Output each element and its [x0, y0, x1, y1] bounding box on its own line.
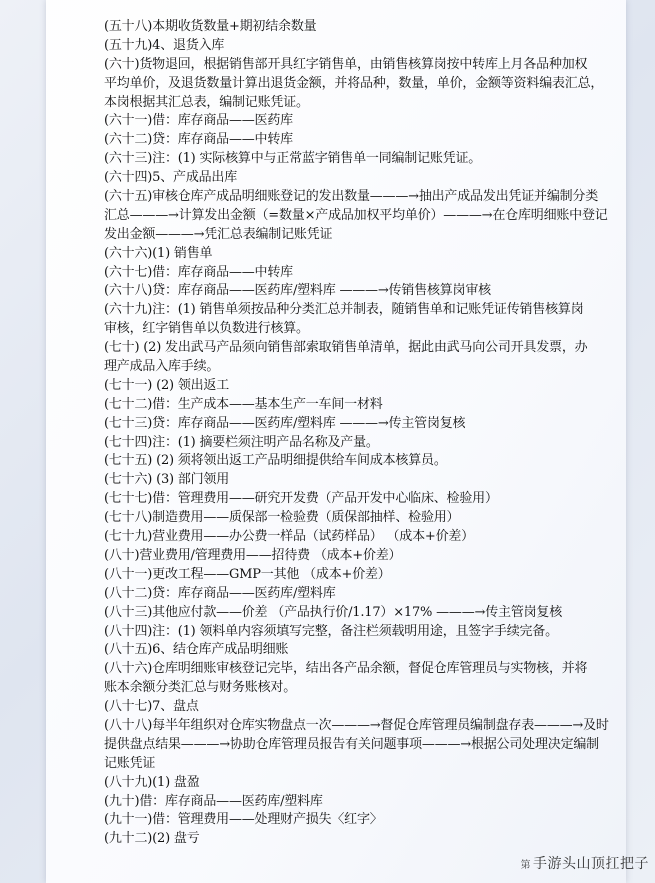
- text-line: (六十)货物退回，根据销售部开具红字销售单，由销售核算岗按中转库上月各品种加权: [104, 56, 588, 72]
- text-line: 账本余额分类汇总与财务账核对。: [104, 680, 297, 696]
- text-line: (五十九)4、退货入库: [104, 37, 225, 53]
- text-line: (六十二)贷：库存商品——中转库: [104, 132, 293, 148]
- text-line: (九十)借：库存商品——医药库/塑料库: [104, 793, 323, 809]
- text-line: 提供盘点结果———→协助仓库管理员报告有关问题事项———→根据公司处理决定编制: [104, 736, 599, 752]
- text-line: 汇总———→计算发出金额（=数量×产成品加权平均单价）———→在仓库明细账中登记: [104, 207, 608, 223]
- text-line: 记账凭证: [104, 755, 156, 771]
- watermark-text: 手游头山顶扛把子: [533, 856, 649, 872]
- document-page: [46, 0, 626, 883]
- text-line: (九十一)借：管理费用——处理财产损失〈红字〉: [104, 812, 383, 828]
- text-line: (六十九)注：(1) 销售单须按品种分类汇总并制表，随销售单和记账凭证传销售核算岗: [104, 302, 584, 318]
- text-line: (八十八)每半年组织对仓库实物盘点一次———→督促仓库管理员编制盘存表———→及时: [104, 717, 609, 733]
- text-line: (八十九)(1) 盘盈: [104, 774, 200, 790]
- text-line: (六十一)借：库存商品——医药库: [104, 113, 293, 129]
- document-body: [104, 18, 655, 849]
- watermark-prefix: 第: [520, 860, 531, 871]
- text-line: 平均单价，及退货数量计算出退货金额，并将品种，数量，单价，金额等资料编表汇总，: [104, 75, 604, 91]
- text-line: (七十五) (2) 须将领出返工产品明细提供给车间成本核算员。: [104, 453, 447, 469]
- text-line: (五十八)本期收货数量+期初结余数量: [104, 19, 317, 34]
- text-line: (六十六)(1) 销售单: [104, 245, 213, 261]
- text-line: (八十一)更改工程——GMP一其他 （成本+价差）: [104, 566, 391, 582]
- text-line: (六十四)5、产成品出库: [104, 170, 238, 186]
- text-line: (八十七)7、盘点: [104, 699, 199, 715]
- text-line: (九十二)(2) 盘亏: [104, 831, 200, 847]
- text-line: (六十五)审核仓库产成品明细账登记的发出数量———→抽出产成品发出凭证并编制分类: [104, 189, 599, 205]
- text-line: 发出金额———→凭汇总表编制记账凭证: [104, 226, 333, 242]
- text-line: (七十六) (3) 部门领用: [104, 472, 230, 488]
- text-line: (八十五)6、结仓库产成品明细账: [104, 642, 289, 658]
- text-line: (八十三)其他应付款——价差 （产品执行价/1.17）×17% ———→传主管岗复核: [104, 604, 563, 620]
- text-line: (七十四)注：(1) 摘要栏须注明产品名称及产量。: [104, 434, 379, 450]
- text-line: (七十七)借：管理费用——研究开发费（产品开发中心临床、检验用）: [104, 491, 498, 507]
- text-line: (七十一) (2) 领出返工: [104, 377, 230, 393]
- watermark: [521, 853, 650, 873]
- text-line: (八十)营业费用/管理费用——招待费 （成本+价差）: [104, 547, 402, 563]
- text-line: (八十二)贷：库存商品——医药库/塑料库: [104, 585, 336, 601]
- text-line: (七十三)贷：库存商品——医药库/塑料库 ———→传主管岗复核: [104, 415, 466, 431]
- text-line: (六十七)借：库存商品——中转库: [104, 264, 293, 280]
- text-line: (七十九)营业费用——办公费一样品（试药样品） （成本+价差）: [104, 529, 474, 545]
- text-line: (六十八)贷：库存商品——医药库/塑料库 ———→传销售核算岗审核: [104, 283, 491, 299]
- text-line: (八十四)注：(1) 领料单内容须填写完整，备注栏须载明用途，且签字手续完备。: [104, 623, 558, 639]
- text-line: 审核，红字销售单以负数进行核算。: [104, 321, 309, 337]
- text-line: (八十六)仓库明细账审核登记完毕，结出各产品余额，督促仓库管理员与实物核，并将: [104, 661, 588, 677]
- text-line: (七十八)制造费用——质保部一检验费（质保部抽样、检验用）: [104, 510, 460, 526]
- text-line: 理产成品入库手续。: [104, 359, 220, 375]
- text-line: 本岗根据其汇总表，编制记账凭证。: [104, 94, 309, 110]
- text-line: (七十) (2) 发出武马产品须向销售部索取销售单清单，据此由武马向公司开具发票，办: [104, 340, 588, 356]
- text-line: (七十二)借：生产成本——基本生产一车间一材料: [104, 396, 383, 412]
- text-line: (六十三)注：(1) 实际核算中与正常蓝字销售单一同编制记账凭证。: [104, 151, 482, 167]
